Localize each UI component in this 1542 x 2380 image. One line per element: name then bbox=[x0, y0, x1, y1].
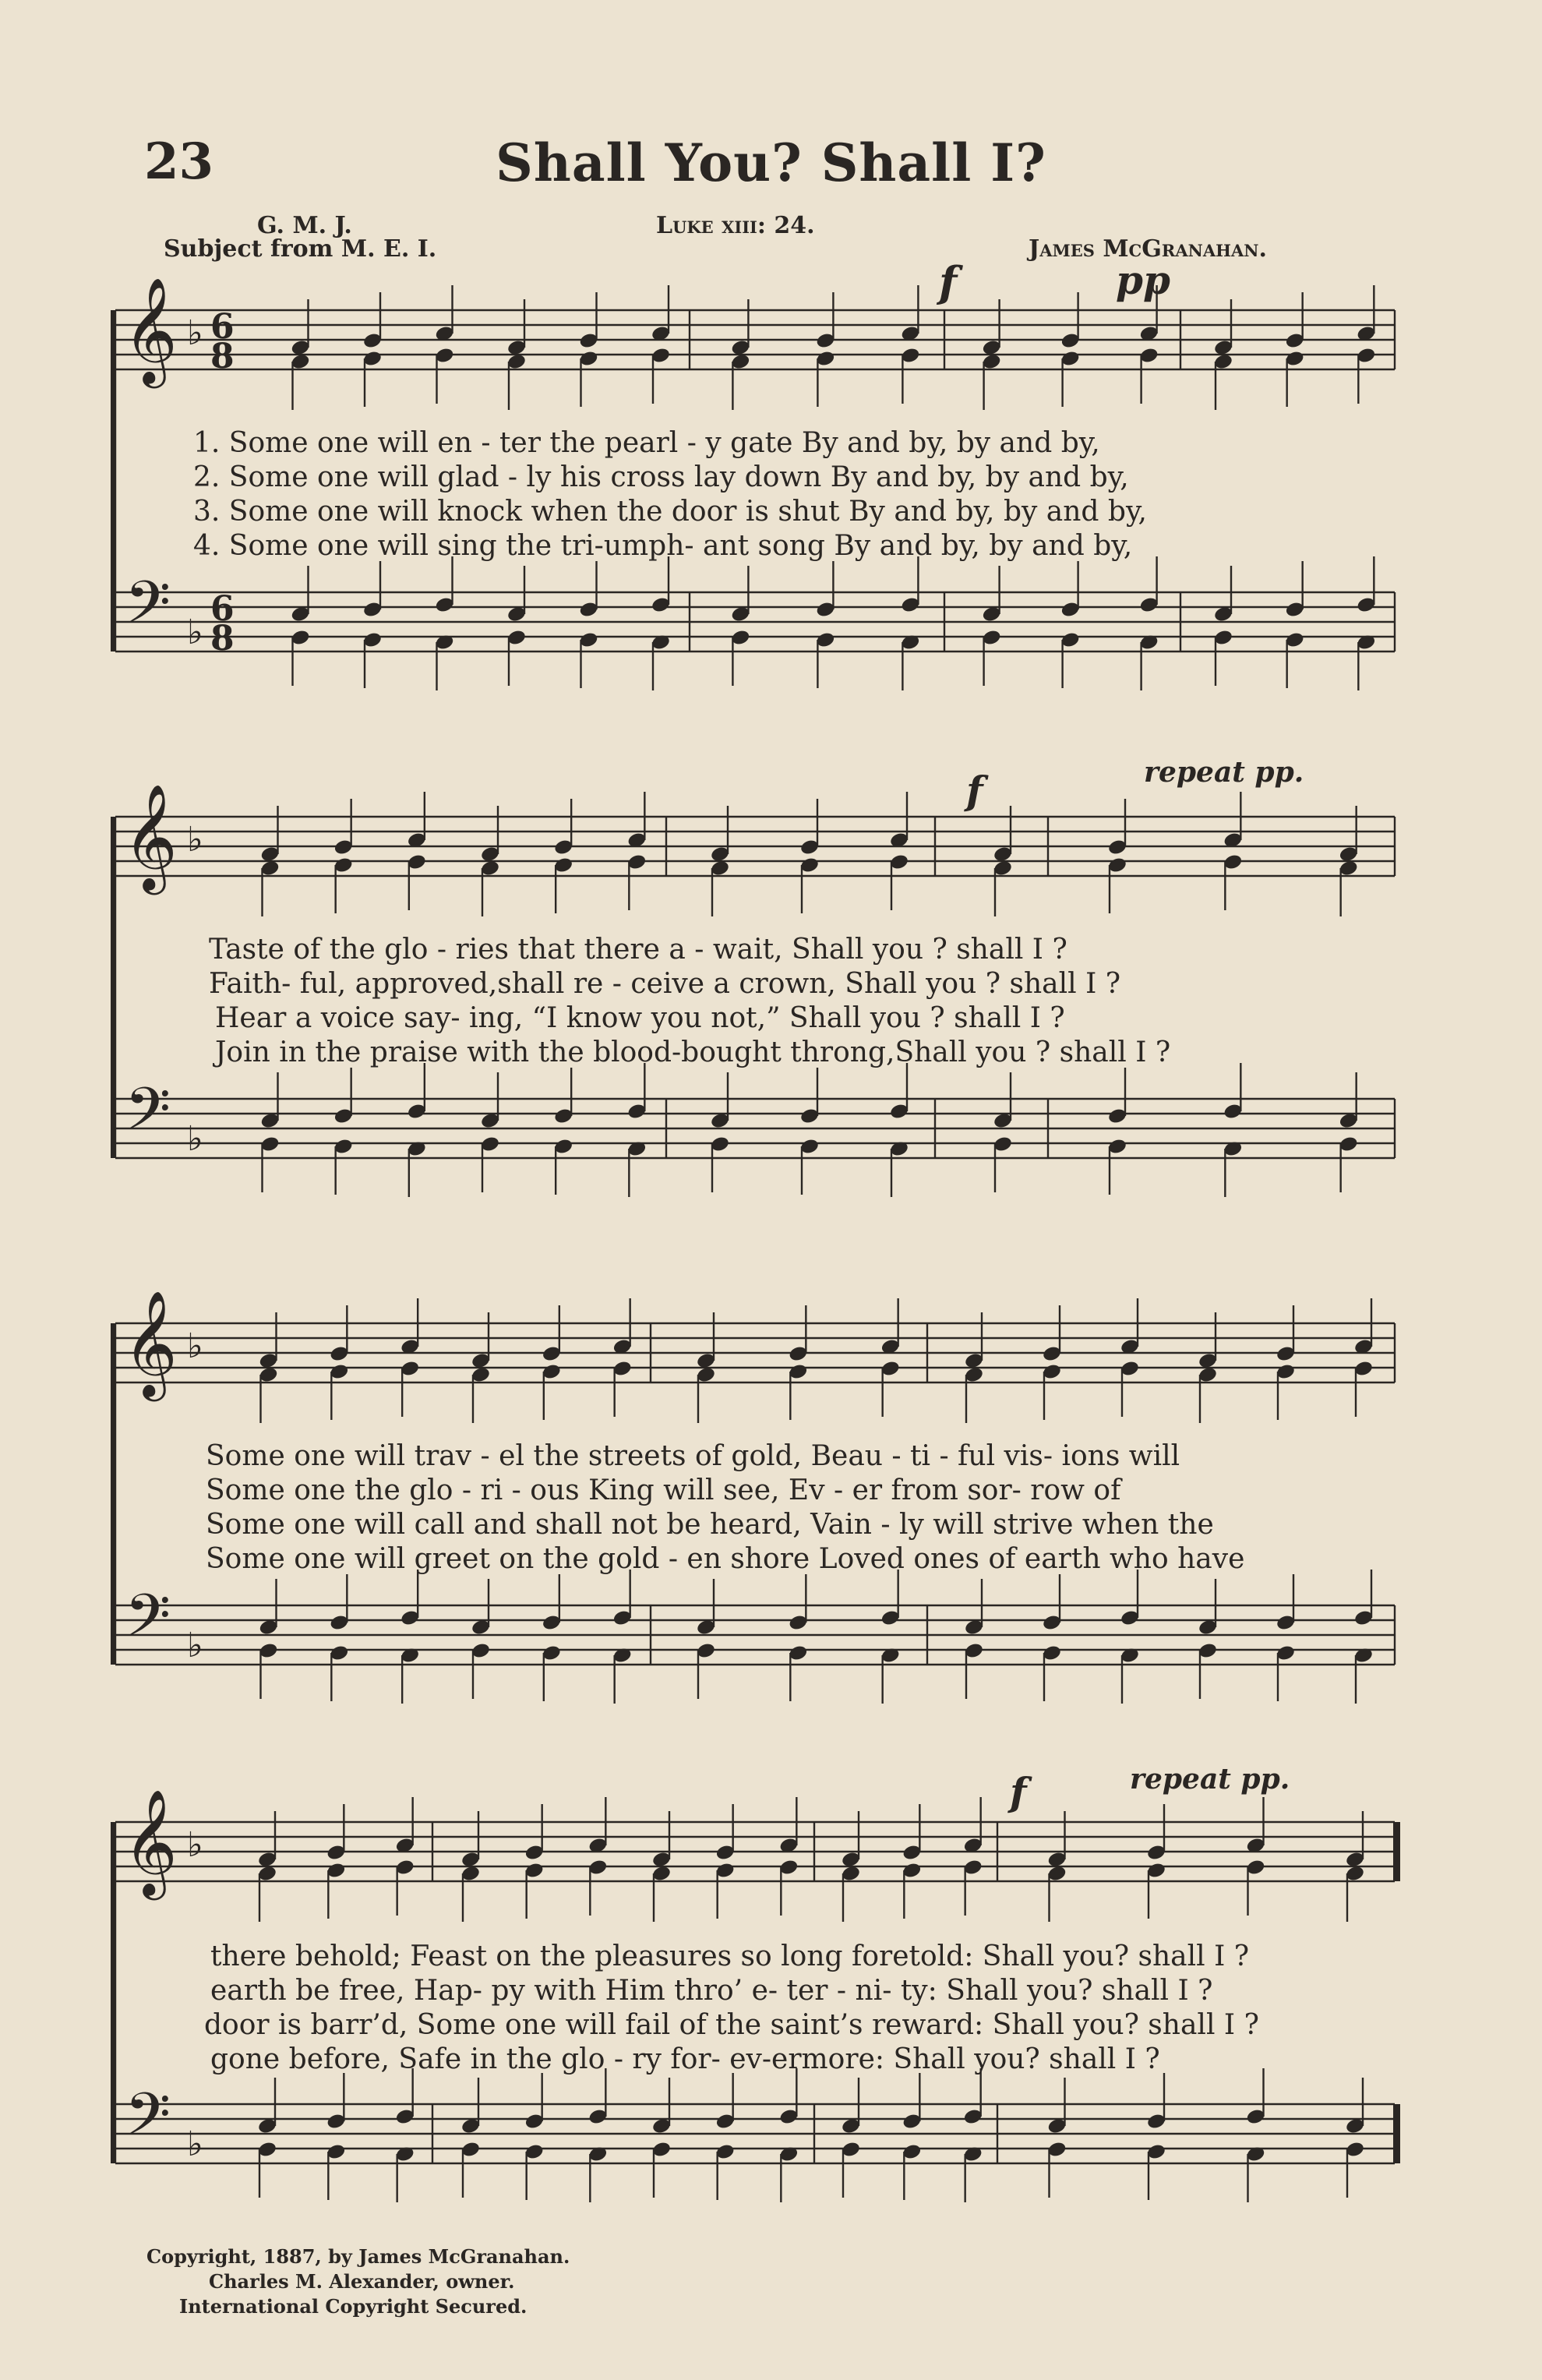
time-signature-icon: 6 bbox=[210, 307, 235, 347]
flat-icon: ♭ bbox=[187, 820, 203, 860]
system-brace bbox=[111, 1323, 115, 1665]
time-signature-icon: 8 bbox=[210, 619, 235, 659]
subject-credit: Subject from M. E. I. bbox=[164, 235, 437, 263]
dynamic-forte: f bbox=[966, 768, 983, 814]
bass-clef-icon: 𝄢 bbox=[125, 1581, 171, 1665]
dynamic-repeat: repeat pp. bbox=[1144, 756, 1304, 789]
final-barline bbox=[1393, 1822, 1400, 1881]
lyric-line: Taste of the glo - ries that there a - wait, Shall you ? shall I ? bbox=[209, 934, 1067, 966]
bass-clef-icon: 𝄢 bbox=[125, 2080, 171, 2163]
composer-credit: James McGranahan. bbox=[1029, 235, 1267, 263]
lyric-line: Some one the glo - ri - ous King will see, Ev - er from sor- row of bbox=[206, 1474, 1121, 1506]
flat-icon: ♭ bbox=[187, 313, 203, 353]
treble-clef-icon: 𝄞 bbox=[123, 1289, 178, 1397]
lyric-line: there behold; Feast on the pleasures so long foretold: Shall you? shall I ? bbox=[210, 1940, 1250, 1972]
lyric-line: gone before, Safe in the glo - ry for- ev-ermore: Shall you? shall I ? bbox=[210, 2043, 1160, 2075]
treble-clef-icon: 𝄞 bbox=[123, 1788, 178, 1895]
dynamic-repeat: repeat pp. bbox=[1130, 1763, 1290, 1796]
lyric-line: Hear a voice say- ing, “I know you not,” Shall you ? shall I ? bbox=[215, 1002, 1065, 1034]
lyric-line: Some one will call and shall not be heard, Vain - ly will strive when the bbox=[206, 1509, 1214, 1541]
system-brace bbox=[111, 817, 115, 1158]
final-barline bbox=[1393, 2104, 1400, 2163]
dynamic-forte: f bbox=[1010, 1769, 1027, 1815]
copyright-notice bbox=[146, 2244, 570, 2319]
page-number: 23 bbox=[144, 132, 214, 191]
bass-clef-icon: 𝄢 bbox=[125, 568, 171, 651]
system-brace bbox=[111, 310, 115, 651]
treble-clef-icon: 𝄞 bbox=[123, 782, 178, 890]
copyright-line: International Copyright Secured. bbox=[179, 2295, 528, 2318]
system-brace bbox=[111, 1822, 115, 2163]
lyric-line: 2. Some one will glad - ly his cross lay down By and by, by and by, bbox=[193, 461, 1129, 493]
time-signature-icon: 8 bbox=[210, 337, 235, 376]
lyric-line: Join in the praise with the blood-bought throng,Shall you ? shall I ? bbox=[215, 1036, 1171, 1068]
time-signature-icon: 6 bbox=[210, 589, 235, 629]
lyric-line: 1. Some one will en - ter the pearl - y gate By and by, by and by, bbox=[193, 427, 1100, 459]
flat-icon: ♭ bbox=[187, 613, 203, 652]
flat-icon: ♭ bbox=[187, 1119, 203, 1159]
lyric-line: 3. Some one will knock when the door is shut By and by, by and by, bbox=[193, 496, 1147, 528]
lyric-line: earth be free, Hap- py with Him thro’ e- ter - ni- ty: Shall you? shall I ? bbox=[210, 1975, 1213, 2007]
flat-icon: ♭ bbox=[187, 1825, 203, 1865]
dynamic-forte: f bbox=[939, 257, 958, 307]
hymn-title: Shall You? Shall I? bbox=[496, 132, 1046, 193]
lyric-line: 4. Some one will sing the tri-umph- ant song By and by, by and by, bbox=[193, 530, 1133, 562]
flat-icon: ♭ bbox=[187, 1326, 203, 1366]
scripture-reference: Luke xiii: 24. bbox=[656, 212, 815, 239]
words-initials: G. M. J. bbox=[257, 212, 352, 239]
flat-icon: ♭ bbox=[187, 1626, 203, 1665]
flat-icon: ♭ bbox=[187, 2124, 203, 2164]
treble-clef-icon: 𝄞 bbox=[123, 276, 178, 383]
lyric-line: door is barr’d, Some one will fail of the saint’s reward: Shall you? shall I ? bbox=[204, 2009, 1259, 2041]
bass-clef-icon: 𝄢 bbox=[125, 1075, 171, 1158]
lyric-line: Some one will trav - el the streets of gold, Beau - ti - ful vis- ions will bbox=[206, 1440, 1180, 1472]
lyric-line: Faith- ful, approved,shall re - ceive a crown, Shall you ? shall I ? bbox=[209, 968, 1121, 1000]
copyright-line: Copyright, 1887, by James McGranahan. bbox=[146, 2245, 570, 2268]
dynamic-pianissimo: pp bbox=[1116, 257, 1170, 303]
copyright-line: Charles M. Alexander, owner. bbox=[209, 2270, 515, 2293]
lyric-line: Some one will greet on the gold - en shore Loved ones of earth who have bbox=[206, 1543, 1245, 1575]
